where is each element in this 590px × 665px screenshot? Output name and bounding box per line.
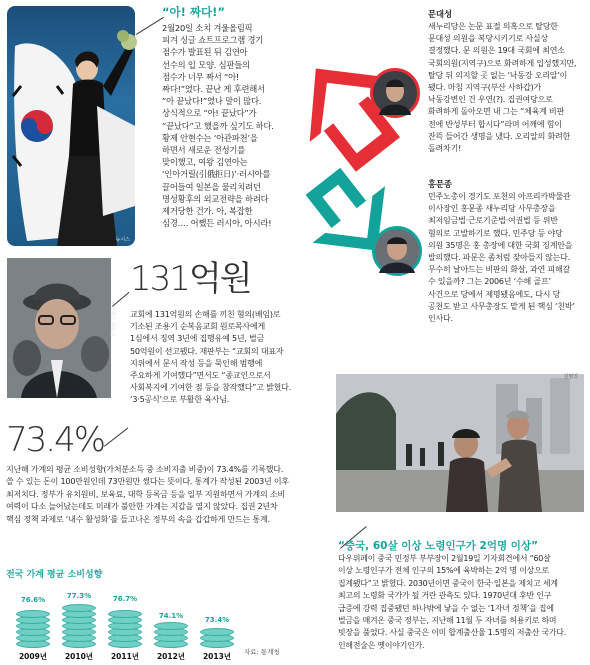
bar-value-label: 73.4% [204, 615, 230, 624]
down-person-name: 홍문종 [428, 179, 453, 189]
bar-category-label: 2010년 [64, 652, 94, 661]
down-body-text: 민주노총이 경기도 포천의 아프리카박물관 이사장인 홍문종 새누리당 사무총장을 최저임금법·근로기준법·여권법 등 위반 혐의로 고발하기로 했다. 민주당 등 야당 의원 35명은 홍 총장에 대한 국회 징계안을 발의했다. 파문은 좀처럼 잦아들지 않는다. 무수히 날아드는 비판의 화살, 과연 피해갈 수 있을까? 그는 2006년 ‘수해 골프’ 사건으로 당에서 제명됐음에도, 다시 당 공천도 받고 사무총장도 맡게 된 핵심 ‘친박’ 인사다. [428, 192, 575, 324]
bar-category-label: 2013년 [202, 652, 232, 661]
photo-credit: 한겨레 김봉규 [111, 306, 118, 337]
down-person-photo [372, 226, 422, 276]
consumption-body-text: 지난해 가계의 평균 소비성향(가처분소득 중 소비지출 비중)이 73.4%를 기록했다. 쓸 수 있는 돈이 100만원인데 73만원만 썼다는 뜻이다. 통계가 작성된 2003년 이후 최저치다. 정부가 유치원비, 보육료, 대학 등록금 등을 일부 지원하면서 가계의 소비 여력이 다소 늘어났는데도 미래가 불안한 가계는 지갑을 열지 않았다. 집권 2년차 핵심 정책 과제로 ‘내수 활성화’를 들고나온 정부의 속을 갑갑하게 만드는 통계. [6, 465, 289, 524]
pastor-body-text: 교회에 131억원의 손해를 끼친 혐의(배임)로 기소된 조용기 순복음교회 원로목사에게 1심에서 징역 3년에 집행유예 5년, 벌금 50억원이 선고됐다. 재판부는 “교회의 대표자 지위에서 문서 작성 등을 묵인해 범행에 주요하게 기여했다”면서도 “종교인으로서 사회복지에 기여한 점 등을 참작했다”고 밝혔다. ‘3·5공식’으로 부활한 육사님. [130, 310, 292, 405]
yuna-headline: “아! 짜다!” [162, 5, 225, 19]
yuna-kim-photo [7, 6, 135, 246]
pastor-leader-line [112, 292, 129, 307]
bar-coin-stack [154, 623, 188, 648]
coin-shape [16, 610, 50, 618]
china-body-text: 다우위페이 중국 민정부 부부장이 2월19일 기자회견에서 “60살 이상 노령인구가 전체 인구의 15%에 육박하는 2억 명 이상으로 집계됐다”고 밝혔다. 2030년이면 중국이 한국·일본을 제치고 세계 최고의 노령화 국가가 될 거란 관측도 있다. 1970년대 후반 인구 급증에 강력 집중됐던 하나밖에 낳을 수 없는 ‘1자녀 정책’을 집에 벌금을 매겨온 중국 정부는, 지난해 11월 두 자녀를 허용키로 하며 빗장을 풀었다. 사실 중국은 이미 합계출산율 1.5명의 저출산 국가다. 인해전술은 옛이야기인가. [338, 554, 567, 650]
bar-coin-stack [108, 606, 142, 648]
bar-coin-stack [62, 603, 96, 648]
bar-value-label: 76.6% [20, 596, 46, 605]
bar-category-label: 2009년 [18, 652, 48, 661]
bar-category-label: 2012년 [156, 652, 186, 661]
yuna-body-text: 2월20일 소치 겨울올림픽 피겨 싱글 쇼트프로그램 경기 점수가 발표된 뒤 김연아 선수의 입 모양. 심판들의 점수가 너무 짜서 “아! 짜다!”였다. 끝난 게 후련해서 “아 끝났다!”였나 말이 많다. 상식적으로 “아! 끝났다”가 “끝났다”고 했을까 싶기도 하다. 황제 안현수는 ‘아관파천’을 하면서 새로운 전성기를 맞이했고, 여왕 김연아는 ‘인아거릴(引俄拒日)’·러시아를 끌어들여 일본을 물리치려던 명성황후의 외교전략을 하려다 제거당한 건가. 아, 복잡한 심경…. 어쨌든 러시아, 아시라! [162, 23, 274, 229]
yuna-figure-illustration [7, 6, 135, 246]
coin-shape [108, 610, 142, 618]
chart-title: 전국 가계 평균 소비성향 [6, 570, 103, 580]
bar-category-label: 2011년 [110, 652, 140, 661]
up-person-photo [370, 68, 420, 118]
chart-source: 자료: 통계청 [244, 648, 280, 656]
coin-shape [200, 628, 234, 636]
consumption-leader-line [104, 428, 128, 447]
pastor-figure-illustration [7, 258, 111, 398]
coin-shape [62, 604, 96, 612]
consumption-big-number: 73.4% [6, 420, 105, 460]
bar-coin-stack [200, 627, 234, 648]
bar-value-label: 74.1% [158, 611, 184, 620]
photo-credit: 김명진 [563, 374, 578, 380]
pastor-photo [7, 258, 118, 398]
bar-coin-stack [16, 607, 50, 648]
photo-credit: 뉴시스 [115, 237, 130, 243]
bar-value-label: 76.7% [112, 595, 138, 604]
pastor-big-number: 131억원 [130, 259, 251, 299]
china-elderly-photo [336, 374, 584, 512]
up-person-illustration [373, 71, 417, 115]
up-person-name: 문대성 [428, 9, 453, 19]
china-photo-illustration [336, 374, 584, 512]
down-person-illustration [375, 229, 419, 273]
china-headline: “중국, 60살 이상 노령인구가 2억명 이상” [338, 540, 538, 552]
yuna-leader-line [136, 17, 164, 35]
bar-value-label: 77.3% [66, 591, 92, 600]
coin-shape [154, 622, 188, 630]
up-body-text: 새누리당은 논문 표절 의혹으로 탈당한 문대성 의원을 복당시키기로 사실상 결정했다. 문 의원은 19대 국회에 최연소 국회의원(지역구)으로 화려하게 입성했지만, 탈당 뒤 의지할 곳 없는 ‘낙동강 오리알’이 됐다. 마침 지역구(부산 사하갑)가 낙동강변인 건 우연(?). 집권여당으로 화려하게 돌아오면 내 그는 “체육계 비판 전에 반성부터 합시다”라며 어깨에 힘이 잔뜩 들어간 생명을 냈다. 오리알의 화려한 돌려차기! [428, 22, 577, 154]
